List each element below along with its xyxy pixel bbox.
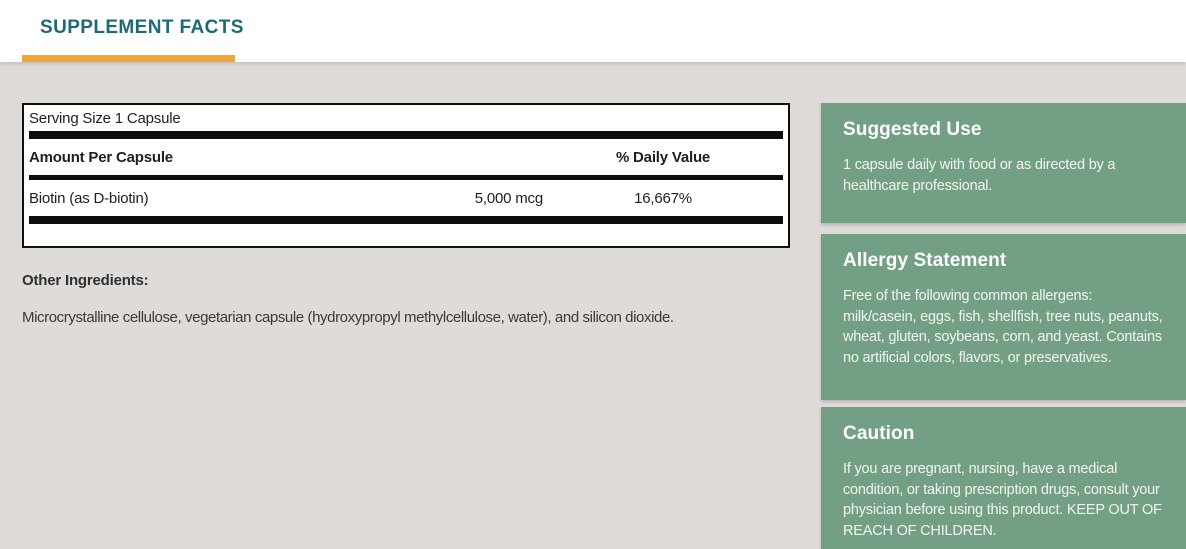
suggested-use-title: Suggested Use: [843, 119, 982, 140]
allergy-statement-box: [821, 234, 1186, 400]
nutrient-daily-value: 16,667%: [634, 189, 692, 207]
amount-per-capsule-header: Amount Per Capsule: [29, 148, 173, 166]
serving-size-text: Serving Size 1 Capsule: [29, 110, 181, 127]
other-ingredients-heading: Other Ingredients:: [22, 272, 149, 289]
other-ingredients-section: [22, 272, 792, 328]
daily-value-header: % Daily Value: [615, 148, 711, 166]
suggested-use-box: [821, 103, 1186, 223]
caution-title: Caution: [843, 423, 915, 444]
tab-supplement-facts[interactable]: [22, 0, 244, 62]
caution-body: If you are pregnant, nursing, have a medical condition, or taking prescription drugs, consult your physician before using this product. KEEP OUT OF REACH OF CHILDREN.: [843, 461, 1162, 539]
other-ingredients-text: Microcrystalline cellulose, vegetarian capsule (hydroxypropyl methylcellulose, water), and silicon dioxide.: [22, 309, 674, 326]
nutrient-row-biotin: [29, 180, 783, 216]
active-tab-underline: [22, 55, 235, 62]
nutrient-name: Biotin (as D-biotin): [29, 189, 149, 207]
caution-box: [821, 407, 1186, 549]
divider-bar-thick: [29, 131, 783, 139]
facts-header-row: [29, 139, 783, 175]
header-band: [0, 0, 1186, 62]
suggested-use-body: 1 capsule daily with food or as directed by a healthcare professional.: [843, 157, 1116, 194]
divider-bar-thick-bottom: [29, 216, 783, 224]
allergy-statement-body: Free of the following common allergens: milk/casein, eggs, fish, shellfish, tree nuts, peanuts, wheat, gluten, soybeans, corn, and yeast. Contains no artificial colors, flavors, or preservatives.: [843, 288, 1163, 366]
allergy-statement-title: Allergy Statement: [843, 250, 1007, 271]
tab-supplement-facts-label: SUPPLEMENT FACTS: [40, 17, 244, 38]
nutrient-amount: 5,000 mcg: [474, 189, 543, 207]
supplement-facts-panel: [22, 103, 790, 248]
